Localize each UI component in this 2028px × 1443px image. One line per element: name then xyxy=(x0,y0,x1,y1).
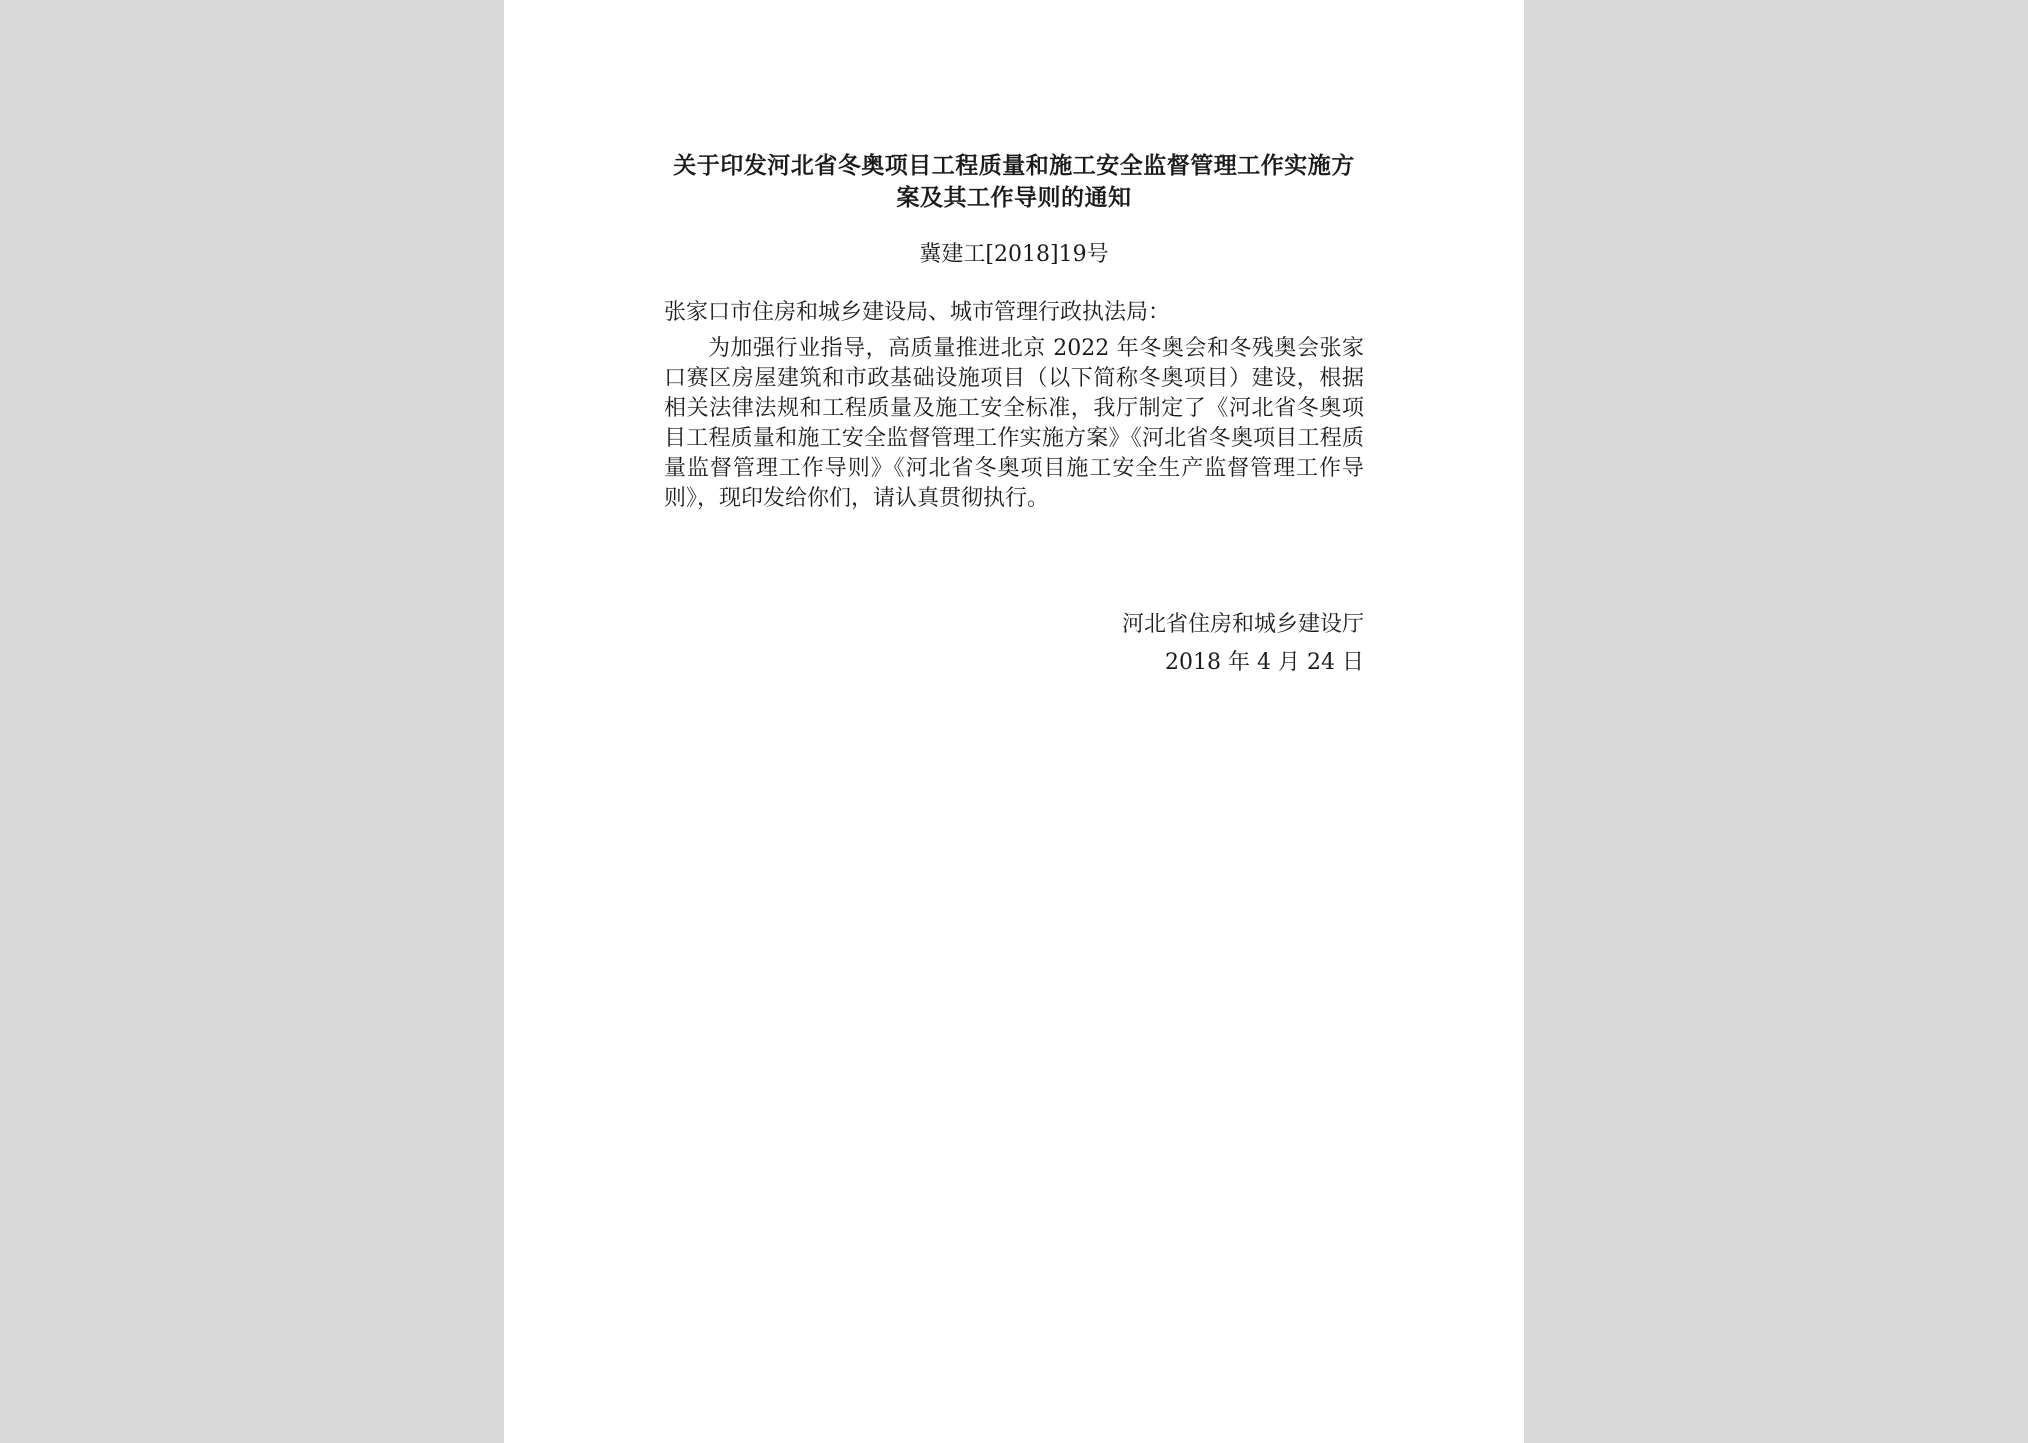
document-number: 冀建工[2018]19号 xyxy=(919,242,1109,267)
body-paragraph: 为加强行业指导，高质量推进北京 2022 年冬奥会和冬残奥会张家口赛区房屋建筑和市政基础设施项目（以下简称冬奥项目）建设，根据相关法律法规和工程质量及施工安全标准，我厅制定了《河北省冬奥项目工程质量和施工安全监督管理工作实施方案》《河北省冬奥项目工程质量监督管理工作导则》《河北省冬奥项目施工安全生产监督管理工作导则》，现印发给你们，请认真贯彻执行。 xyxy=(664,336,1364,511)
signature-block xyxy=(664,606,1364,682)
issue-date: 2018 年 4 月 24 日 xyxy=(1165,650,1364,675)
addressee: 张家口市住房和城乡建设局、城市管理行政执法局： xyxy=(664,300,1171,325)
document-content xyxy=(664,150,1364,682)
document-page xyxy=(504,0,1524,1443)
document-title: 关于印发河北省冬奥项目工程质量和施工安全监督管理工作实施方案及其工作导则的通知 xyxy=(673,152,1355,211)
issuer: 河北省住房和城乡建设厅 xyxy=(1121,612,1364,637)
